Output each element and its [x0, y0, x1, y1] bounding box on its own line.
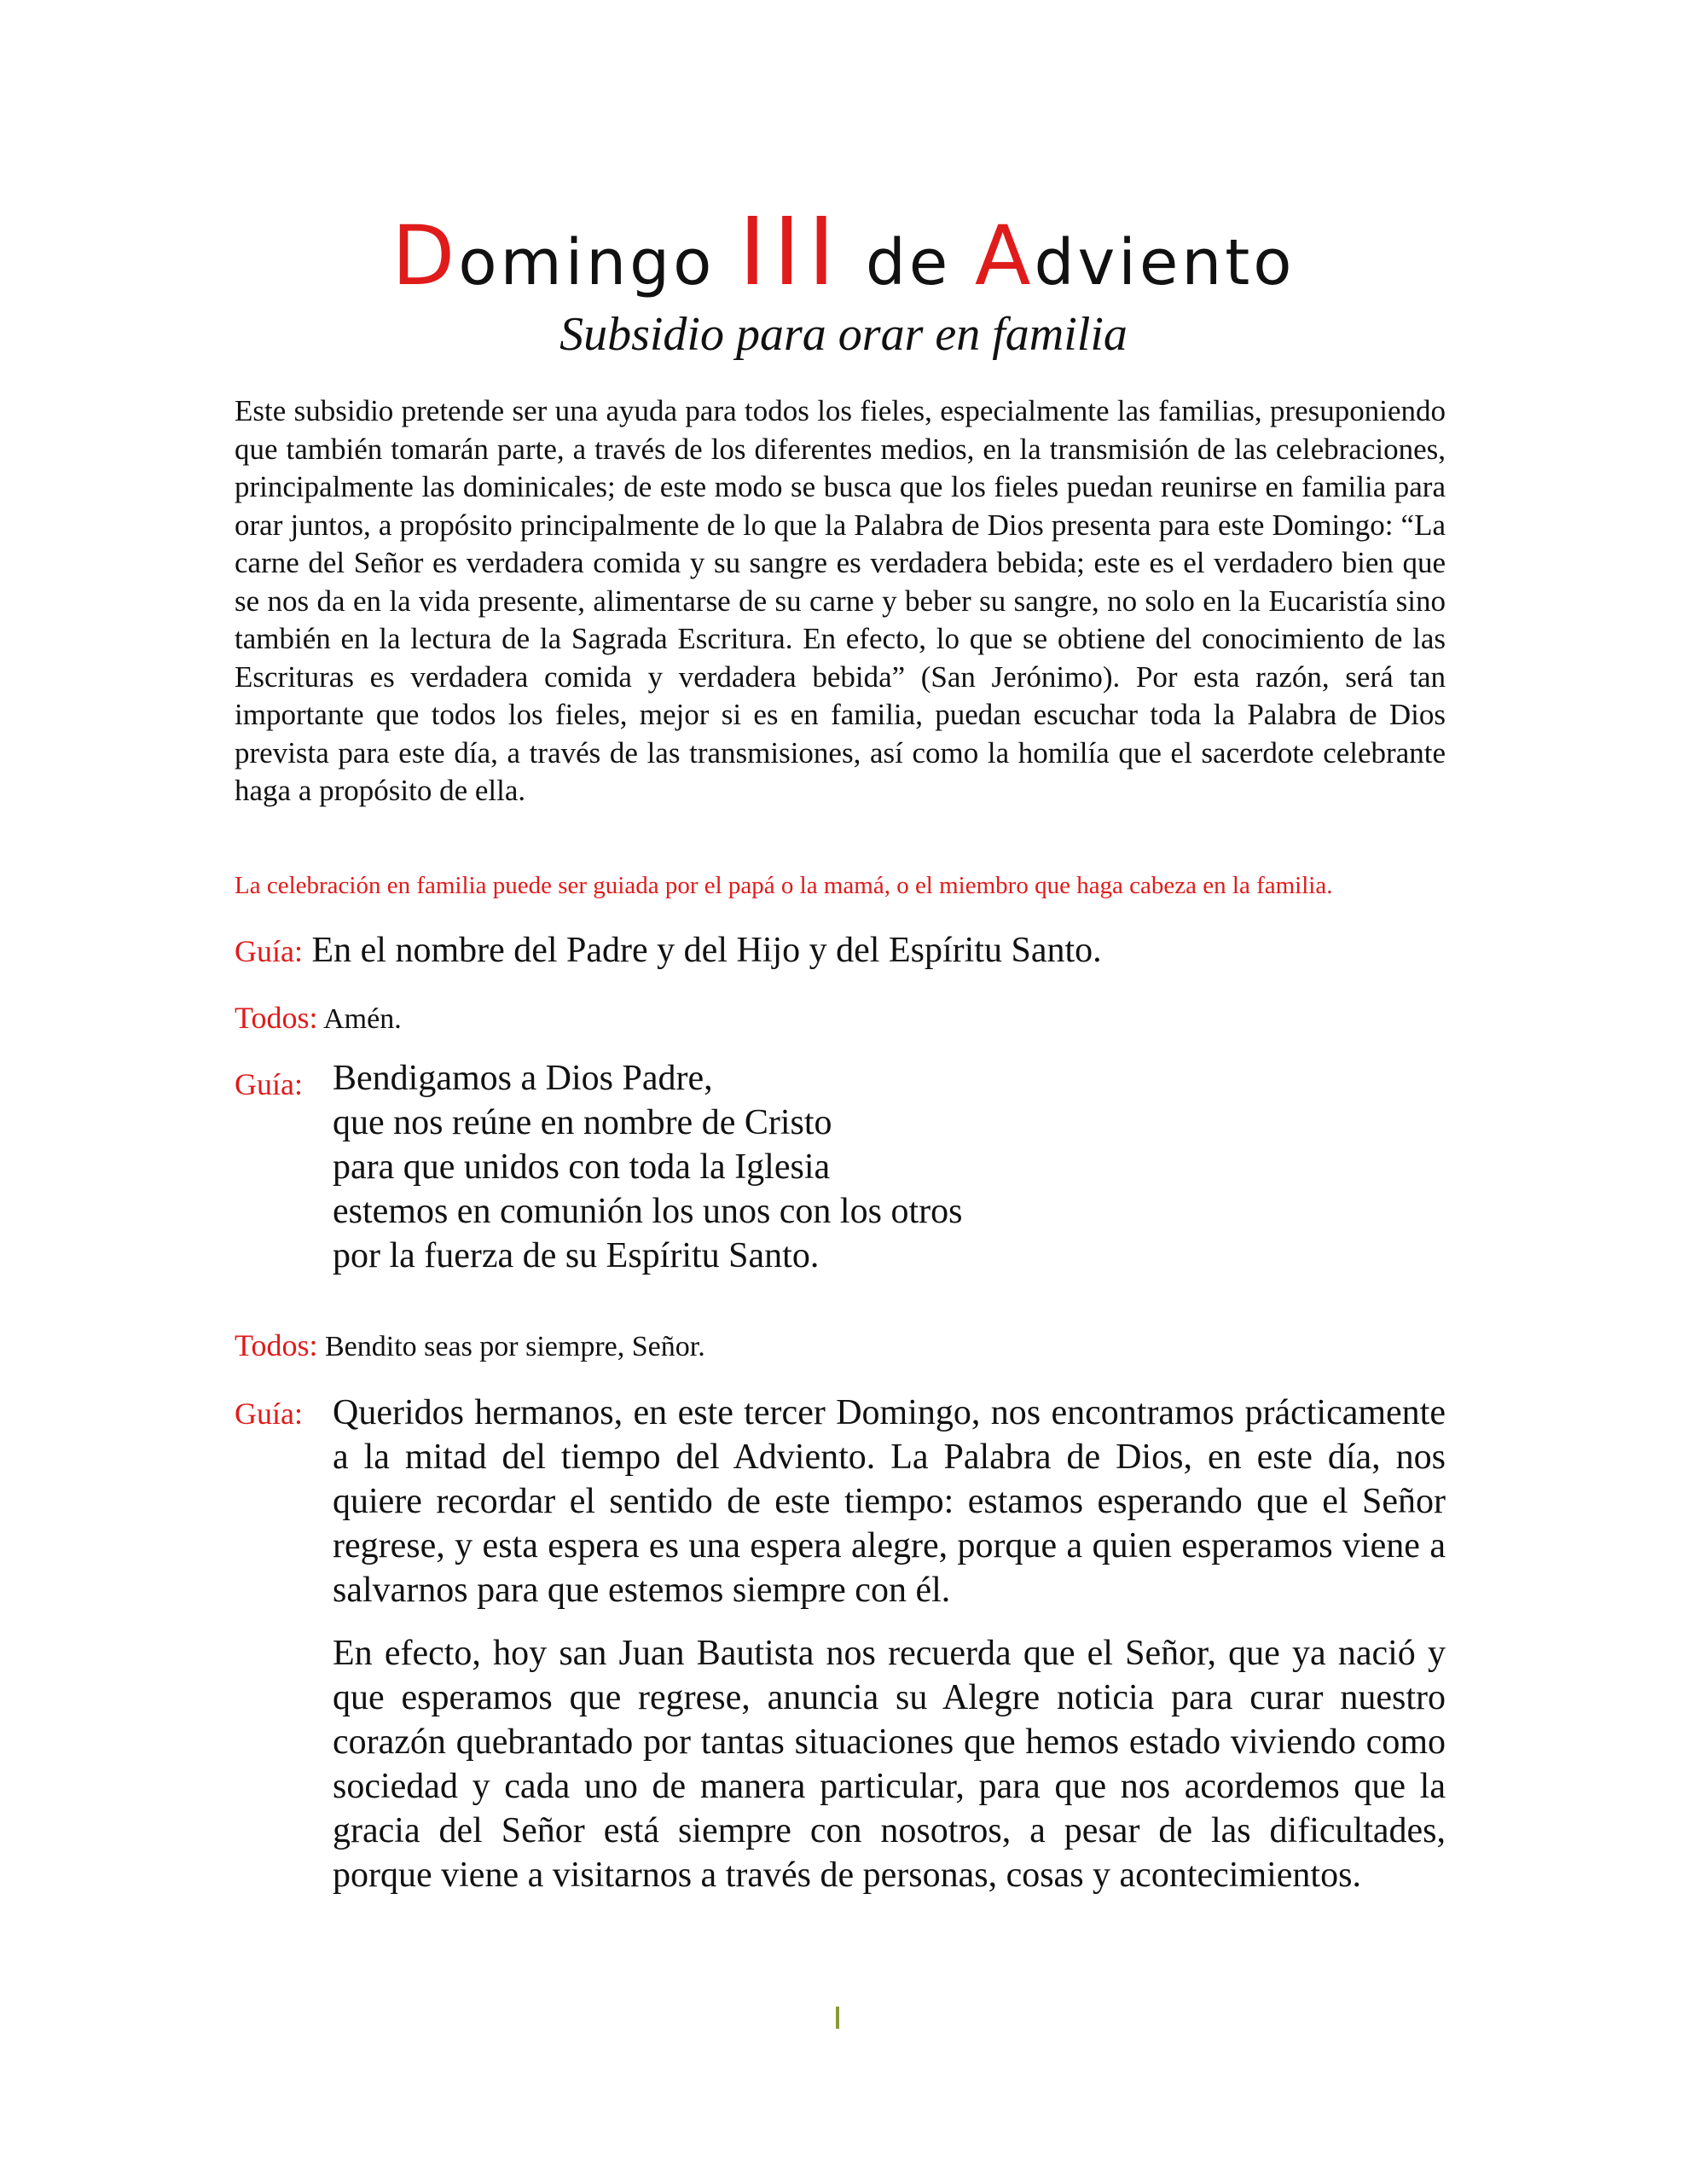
speaker-label: Guía:: [235, 934, 303, 968]
page-marker: [836, 2007, 839, 2029]
dialogue-text: En el nombre del Padre y del Hijo y del Espíritu Santo.: [311, 931, 1102, 970]
title-word-domingo: omingo: [458, 226, 716, 299]
instruction-note: La celebración en familia puede ser guiada por el papá o la mamá, o el miembro que haga cabeza en la familia.: [235, 872, 1333, 899]
prayer-line: estemos en comunión los unos con los otros: [333, 1192, 963, 1231]
dialogue-line-2: [235, 1000, 402, 1036]
dialogue-text: Bendito seas por siempre, Señor.: [325, 1331, 705, 1362]
title-numeral: III: [738, 197, 843, 306]
speaker-label: Todos:: [235, 1328, 318, 1362]
title-word-adviento: dviento: [1034, 226, 1296, 299]
speaker-label: Guía:: [235, 1397, 303, 1431]
title-initial-d: D: [391, 208, 459, 304]
prayer-text: [333, 1056, 1100, 1278]
dialogue-line-3: [235, 1327, 705, 1363]
guide-paragraph-2: En efecto, hoy san Juan Bautista nos recuerda que el Señor, que ya nació y que esperamos que regrese, anuncia su Alegre noticia para curar nuestro corazón quebrantado por tantas situaciones que hemos estado viviendo como sociedad y cada uno de manera particular, para que nos acordemos que la gracia del Señor está siempre con nosotros, a pesar de las dificultades, porque viene a visitarnos a través de personas, cosas y acontecimientos.: [333, 1634, 1446, 1895]
prayer-line: Bendigamos a Dios Padre,: [333, 1059, 713, 1098]
dialogue-text: Amén.: [323, 1003, 402, 1035]
page-subtitle: Subsidio para orar en familia: [559, 308, 1128, 361]
title-initial-a: A: [974, 208, 1035, 304]
prayer-line: por la fuerza de su Espíritu Santo.: [333, 1236, 820, 1275]
prayer-line: para que unidos con toda la Iglesia: [333, 1147, 831, 1187]
speaker-label: Guía:: [235, 1067, 303, 1101]
prayer-line: que nos reúne en nombre de Cristo: [333, 1103, 832, 1142]
speaker-label: Todos:: [235, 1001, 318, 1035]
intro-paragraph: Este subsidio pretende ser una ayuda para todos los fieles, especialmente las familias, presuponiendo que también tomarán parte, a través de los diferentes medios, en la transmisión de las celebraciones, principalmente las dominicales; de este modo se busca que los fieles puedan reunirse en familia para orar juntos, a propósito principalmente de lo que la Palabra de Dios presenta para este Domingo: “La carne del Señor es verdadera comida y su sangre es verdadera bebida; este es el verdadero bien que se nos da en la vida presente, alimentarse de su carne y beber su sangre, no solo en la Eucaristía sino también en la lectura de la Sagrada Escritura. En efecto, lo que se obtiene del conocimiento de las Escrituras es verdadera comida y verdadera bebida” (San Jerónimo). Por esta razón, será tan importante que todos los fieles, mejor si es en familia, puedan escuchar toda la Palabra de Dios prevista para este día, a través de las transmisiones, así como la homilía que el sacerdote celebrante haga a propósito de ella.: [235, 394, 1446, 807]
dialogue-line-1: [235, 930, 1102, 971]
guide-text: [333, 1391, 1446, 1897]
page-title: [0, 197, 1687, 306]
guide-paragraph-1: Queridos hermanos, en este tercer Domingo, nos encontramos prácticamente a la mitad del tiempo del Adviento. La Palabra de Dios, en este día, nos quiere recordar el sentido de este tiempo: estamos esperando que el Señor regrese, y esta espera es una espera alegre, porque a quien esperamos viene a salvarnos para que estemos siempre con él.: [333, 1393, 1446, 1610]
title-word-de: de: [865, 226, 952, 299]
